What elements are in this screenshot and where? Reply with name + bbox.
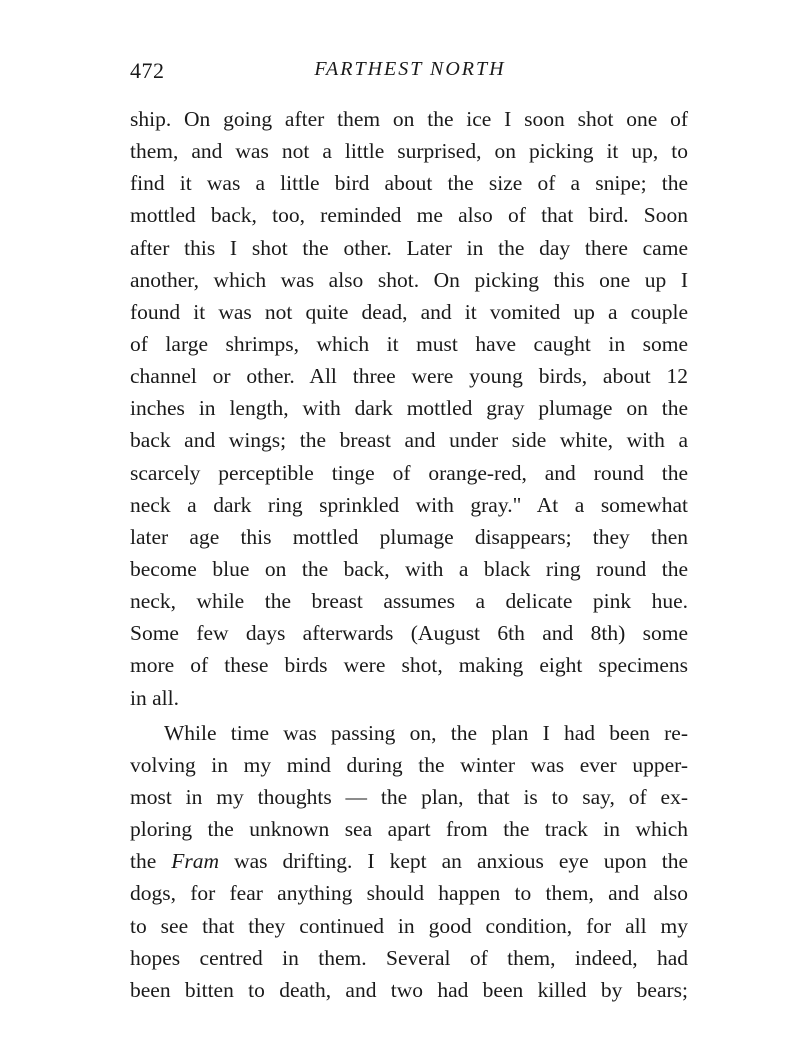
- text-line: ploring the unknown sea apart from the track in which: [130, 817, 688, 842]
- text-line: scarcely perceptible tinge of orange-red, and round the: [130, 460, 688, 485]
- text-line: found it was not quite dead, and it vomited up a couple: [130, 299, 688, 324]
- paragraph-2: [130, 717, 688, 1006]
- text-line: been bitten to death, and two had been killed by bears;: [130, 977, 688, 1002]
- text-line: of large shrimps, which it must have caught in some: [130, 331, 688, 356]
- text-line: to see that they continued in good condition, for all my: [130, 913, 688, 938]
- body-text: [130, 103, 688, 1006]
- text-line: them, and was not a little surprised, on picking it up, to: [130, 139, 688, 164]
- text-line: the Fram was drifting. I kept an anxious eye upon the: [130, 849, 688, 874]
- text-line: later age this mottled plumage disappears; they then: [130, 524, 688, 549]
- text-line: mottled back, too, reminded me also of that bird. Soon: [130, 203, 688, 228]
- text-line: after this I shot the other. Later in the day there came: [130, 235, 688, 260]
- text-line: in all.: [130, 685, 179, 710]
- text-line: inches in length, with dark mottled gray plumage on the: [130, 396, 688, 421]
- text-line: Some few days afterwards (August 6th and 8th) some: [130, 621, 688, 646]
- text-line: back and wings; the breast and under side white, with a: [130, 428, 688, 453]
- text-line: neck, while the breast assumes a delicate pink hue.: [130, 589, 688, 614]
- text-line: find it was a little bird about the size of a snipe; the: [130, 171, 688, 196]
- text-line: channel or other. All three were young birds, about 12: [130, 364, 688, 389]
- text-line: more of these birds were shot, making eight specimens: [130, 653, 688, 678]
- text-line: ship. On going after them on the ice I soon shot one of: [130, 107, 688, 131]
- text-line: neck a dark ring sprinkled with gray." At a somewhat: [130, 492, 688, 517]
- text-line: another, which was also shot. On picking this one up I: [130, 267, 688, 292]
- text-line: dogs, for fear anything should happen to them, and also: [130, 881, 688, 906]
- text-line: become blue on the back, with a black ring round the: [130, 556, 688, 581]
- text-line: While time was passing on, the plan I had been re-: [164, 720, 688, 745]
- paragraph-1: [130, 103, 688, 714]
- text-line: hopes centred in them. Several of them, indeed, had: [130, 945, 688, 970]
- ship-name: Fram: [171, 849, 220, 874]
- page-number: 472: [130, 58, 165, 83]
- running-title: FARTHEST NORTH: [314, 58, 506, 80]
- running-head: [130, 58, 690, 88]
- text-line: most in my thoughts — the plan, that is to say, of ex-: [130, 784, 688, 809]
- text-line: volving in my mind during the winter was ever upper-: [130, 752, 688, 777]
